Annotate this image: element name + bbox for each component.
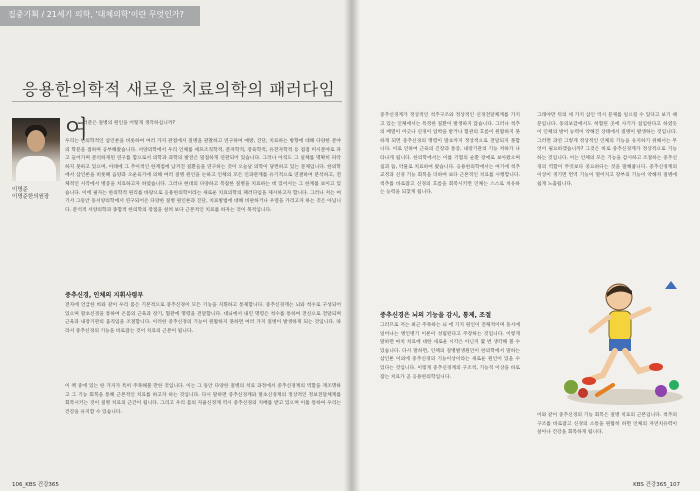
- right-column-2-text-2: 이와 같이 중추신경의 기능 회복은 질병 치료의 근본입니다. 척추의 구조를 바로잡고 신경의 소통을 원활히 하면 인체의 자연치유력이 살아나 건강을 회복하게 됩니다.: [537, 413, 677, 436]
- runner-shoe-right: [649, 363, 663, 371]
- drop-cap: 여: [65, 115, 89, 143]
- vegetable-pepper: [669, 380, 679, 390]
- vegetable-cabbage: [564, 380, 578, 394]
- runner-arm-right: [631, 309, 649, 317]
- runner-illustration: [557, 275, 687, 410]
- author-gown: [16, 156, 56, 181]
- binding-gutter: [344, 0, 360, 491]
- page-number-left: 106_KBS 건강365: [12, 482, 59, 488]
- section-header-bar: [0, 6, 200, 26]
- runner-arm-left: [591, 317, 609, 331]
- author-name: 이명준: [12, 187, 28, 193]
- author-face: [27, 130, 45, 152]
- runner-shoe-left: [582, 377, 596, 385]
- lead-paragraph: 러분은 질병의 원인을 어떻게 생각하십니까?: [83, 121, 176, 126]
- author-photo: [12, 118, 60, 181]
- runner-leg-left: [591, 351, 615, 379]
- page-number-right: KBS 건강365_107: [633, 482, 680, 488]
- article-title: 응용한의학적 새로운 치료의학의 패러다임: [22, 80, 336, 99]
- runner-shirt: [609, 311, 631, 341]
- subhead-brain-control: 중추신경은 뇌의 기능을 감시, 통제, 조절: [380, 312, 492, 319]
- author-affiliation: 이명준한의원장: [12, 194, 50, 200]
- section-label: 집중기획 / 21세기 의학, '대체의학'이란 무엇인가?: [8, 10, 184, 19]
- left-body-text-3: 이 책 중에 있는 한 가지가 특히 주목해볼 만한 것입니다. 이는 그 동안 다양한 질병의 치료 과정에서 중추신경계의 역할을 재조명하고 그 기능 회복을 통해 근본적인 치료를 하고자 하는 것입니다. 다시 말하면 중추신경계와 말초신경계의 정상적인 정보전달체계를 회복시키는 것이 질병 치료의 근간이 됩니다. 그리고 우리 몸의 자율신경계 역시 중추신경의 지배를 받고 있으며 이를 통하여 우리는 건강을 유지할 수 있습니다.: [65, 384, 341, 415]
- vegetable-tomato: [578, 388, 588, 398]
- vegetable-eggplant: [655, 385, 667, 397]
- runner-shorts: [609, 339, 631, 351]
- runner-leg-right: [625, 351, 653, 371]
- right-column-1-text: 중추신경계가 정상적인 척추구조와 정상적인 신경전달체계를 가지고 있는 인체에서는 특정한 질환이 발생하지 않습니다. 그러나 척추의 배열이 어긋나 신경이 압박을 받거나 혈관의 흐름이 원활하지 못하게 되면 중추신경의 명령이 말초까지 정상적으로 전달되지 못합니다. 이로 인하여 근육의 긴장과 통증, 내장기관의 기능 저하가 나타나게 됩니다. 한의학에서는 이를 기혈의 순환 장애로 보아왔으며 침과 뜸, 약물로 치료하여 왔습니다. 응용한의학에서는 여기에 척추 교정과 신경 기능 회복을 더하여 보다 근본적인 치료를 시행합니다. 척추를 바로잡고 신경의 흐름을 회복시키면 인체는 스스로 치유하는 능력을 되찾게 됩니다.: [380, 113, 520, 196]
- left-body-text-2: 전자에 언급한 바와 같이 우리 몸은 기본적으로 중추신경이 모든 기능을 지휘하고 통제합니다. 중추신경계는 뇌와 척수로 구성되어 있으며 말초신경을 통하여 온몸의 근육과 장기, 혈관에 명령을 전달합니다. 대뇌에서 내린 명령은 척수를 통하여 전신으로 전달되며 근육과 내장기관의 움직임을 조절합니다. 이러한 중추신경의 기능이 원활하지 못하면 여러 가지 질병이 발생하게 되는 것입니다. 따라서 중추신경의 기능을 바로잡는 것이 치료의 근본이 됩니다.: [65, 303, 341, 334]
- left-body-text: 우리는 한의학적인 삼인론을 비롯하여 여러 가지 관점에서 질병을 관찰하고 연구하여 예방, 진단, 치료하는 방향에 대해 다양한 분야의 학문을 접하며 공부해왔습니다. 서양의학에서 우리 인체를 세포조직학적, 분자학적, 장육학적, 유전자학적 등 점점 미시분야로 파고 들어가며 분석하게된 연구를 함으로서 의학과 과학의 발전은 밀접하게 연관되어 있습니다. 그러나 아직도 그 실체를 명확히 파악하지 못하고 있으며, 아래에 그 추이적인 한계점에 남겨진 질환들을 연구하는 것이 오늘날 의학이 당면하고 있는 문제입니다. 한의학에서 삼인론을 비롯해 음양과 오운육기에 의해 여러 질병 원인을 논하고 인체의 모든 인과관계를 유기적으로 연결하여 분석하고, 전체적인 시각에서 병증을 치료하고자 하였습니다. 그러나 현대의 다양하고 복잡한 질병을 치료하는 데 있어서는 그 한계를 보이고 있습니다. 이에 필자는 한의학적 원리를 바탕으로 응용한의학이라는 새로운 치료의학의 패러다임을 제시하고자 합니다. 그러나 저는 여기서 그동안 동서양의학에서 연구되어온 다양한 질병 원인론과 진단, 치료방법에 대해 비판하거나 우열을 가리고자 하는 것은 아닙니다. 분석적 서양의학과 종합적 한의학의 장점을 살려 보다 근본적인 치료를 하자는 것이 목적입니다.: [65, 139, 341, 213]
- right-page: [352, 0, 700, 491]
- title-divider: [12, 101, 342, 102]
- right-column-1-text-2: 그러므로 저는 최근 주목하는 뇌 에 기지 원인이 전체적이며 동시에 일어나는 병인병기 이론이 성립된다고 주장하는 것입니다. 이렇게 말하면 마치 치료에 대한 새로운 시각은 아닌지 몇 번 생각해 볼 수 있습니다. 다시 말하면, 인체의 질병발생원인이 한의학에서 말하는 삼인론 이외에 중추신경의 기능이상이라는 새로운 원인이 있을 수 있다는 것입니다. 이렇게 중추신경계의 구조적, 기능적 이상을 바로잡는 치료가 곧 응용한의학입니다.: [380, 323, 520, 380]
- subhead-cns-command: 중추신경, 인체의 지휘사령부: [65, 292, 144, 299]
- right-column-2-text: 그래야만 뒤의 세 가지 삼인 역시 문제를 일으킬 수 있다고 보기 때문입니다. 동의보감에서도 허혈된 곳에 사기가 침입한다고 하였듯이 인체의 방어 능력이 약해진 상태에서 질병이 발생하는 것입니다. 그러면 과연 그렇게 정상적인 인체의 기능을 유지하기 위해서는 무엇이 필요하겠습니까? 그것은 바로 중추신경계가 정상적으로 기능하는 것입니다. 이는 인체의 모든 기능을 감시하고 조절하는 중추신경의 역할이 무엇보다 중요하다는 것을 말해줍니다. 중추신경계의 이상이 생기면 면역 기능이 떨어지고 장부의 기능이 약해져 질병에 쉽게 노출됩니다.: [537, 113, 677, 187]
- decor-sparkle: [665, 281, 677, 289]
